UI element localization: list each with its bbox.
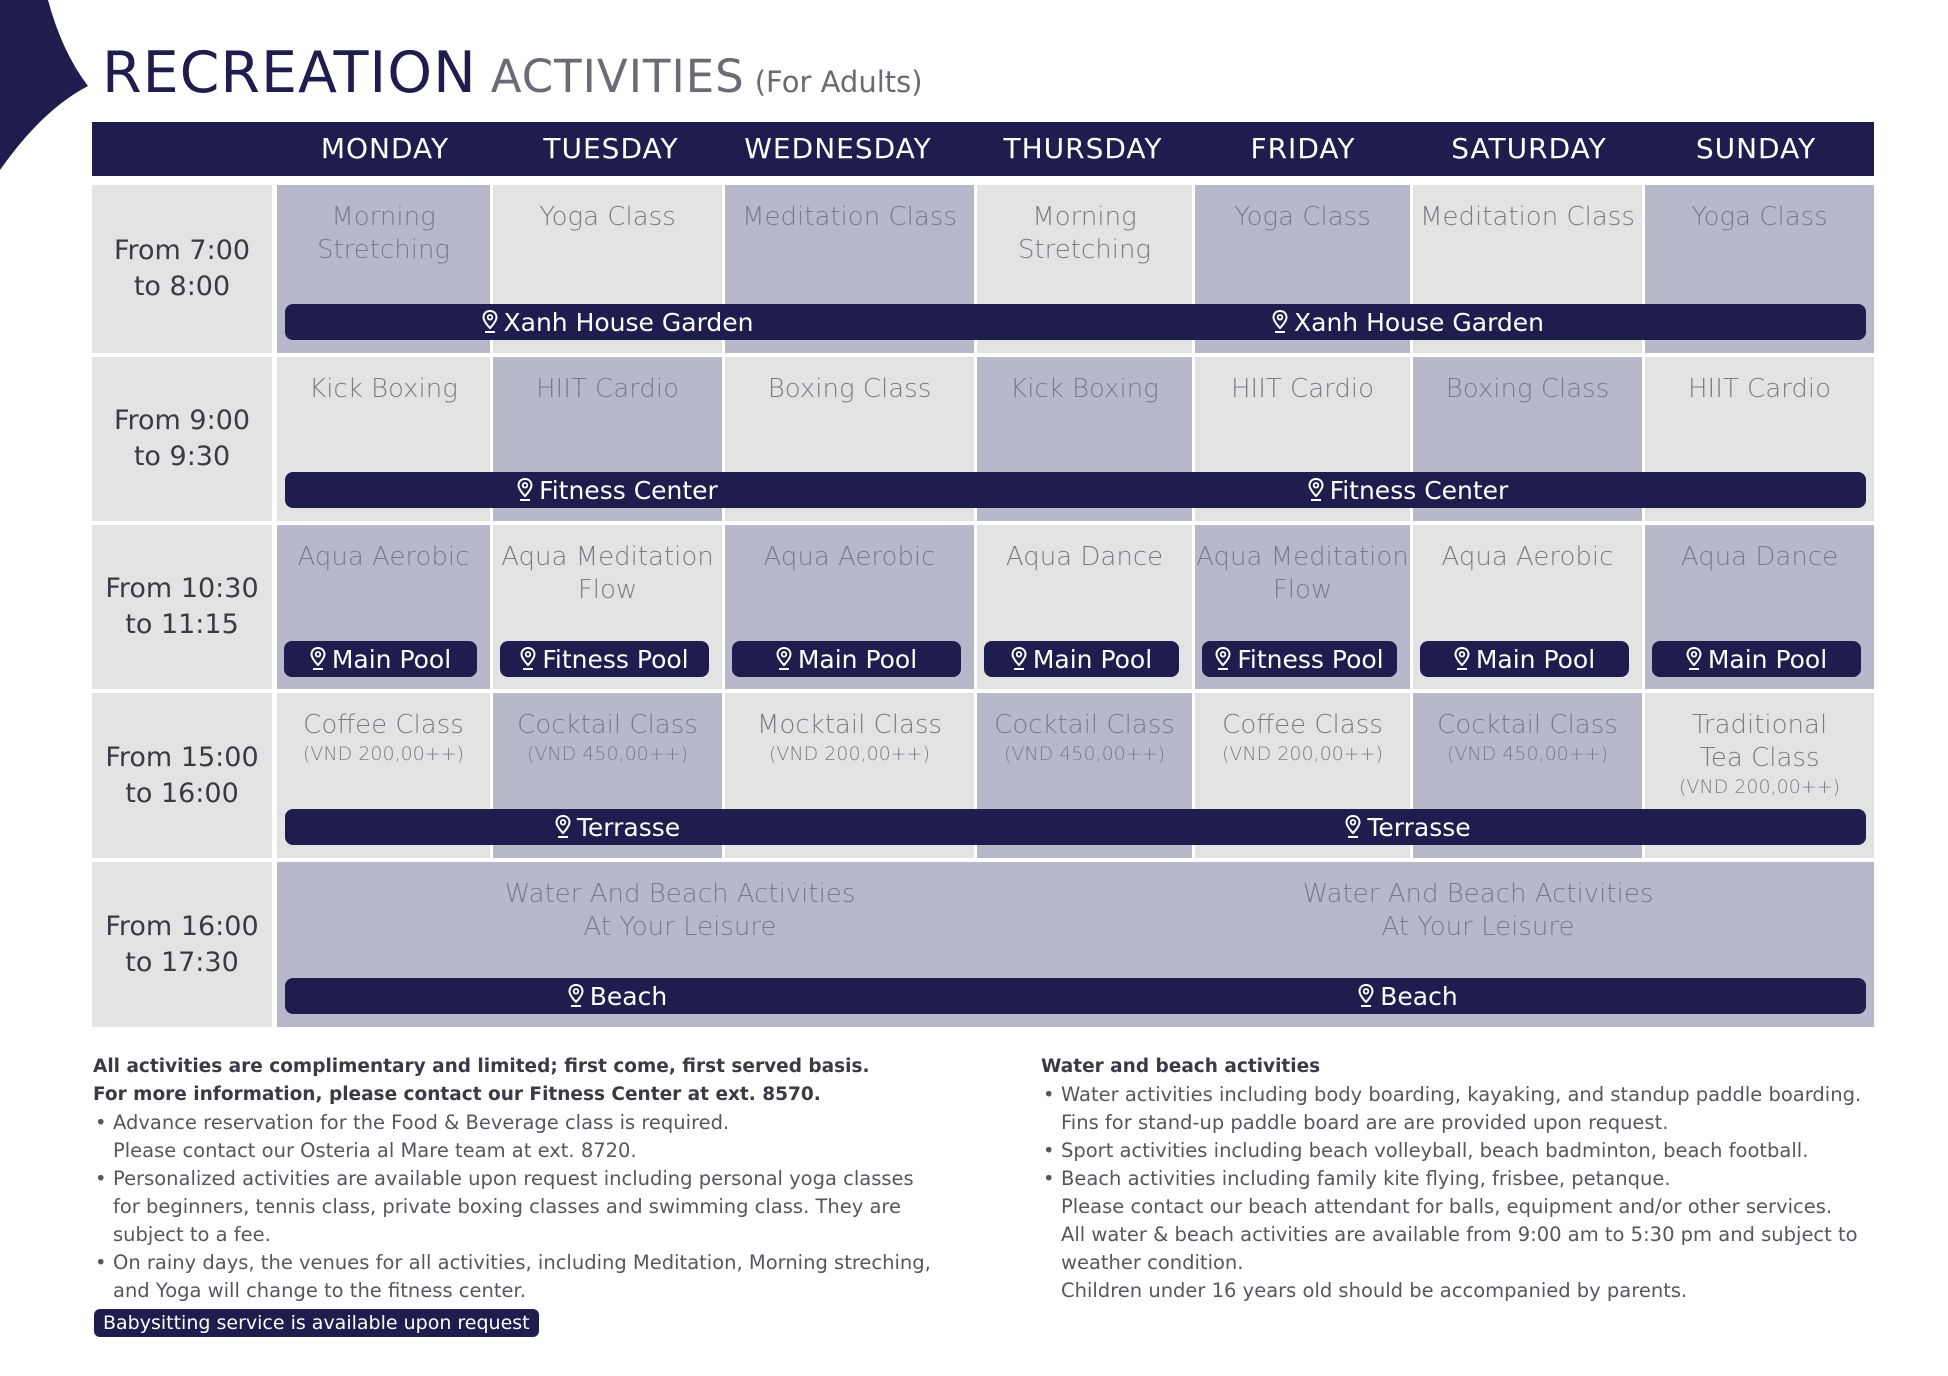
- notes-item-line: subject to a fee.: [113, 1223, 271, 1246]
- activity-name: Meditation Class: [1420, 202, 1635, 232]
- activity-name: Yoga Class: [539, 202, 676, 232]
- location-pin-icon: [517, 478, 533, 502]
- location-pin-icon: [310, 647, 326, 671]
- activity-line: At Your Leisure: [1381, 912, 1575, 942]
- activity-name: Tea Class: [1699, 743, 1820, 773]
- venue-label: Main Pool: [797, 644, 918, 674]
- venue-label: Beach: [589, 981, 668, 1011]
- time-label: From 16:00: [105, 910, 259, 942]
- title-main: RECREATION: [102, 40, 477, 106]
- location-pin-icon: [520, 647, 536, 671]
- location-pin-icon: [1272, 310, 1288, 334]
- venue-segment: [950, 809, 1866, 845]
- time-cell: [92, 693, 272, 858]
- activity-name: Meditation Class: [742, 202, 957, 232]
- venue-label: Xanh House Garden: [1294, 307, 1544, 337]
- notes-item-line: weather condition.: [1061, 1251, 1244, 1274]
- venue-bar: [285, 978, 1866, 1014]
- notes-item-line: • Beach activities including family kite flying, frisbee, petanque.: [1041, 1165, 1891, 1193]
- venue-segment: [285, 809, 950, 845]
- activity-price: (VND 200,00++): [302, 743, 465, 765]
- activity-line: Water And Beach Activities: [1302, 879, 1654, 909]
- activity-name: Stretching: [1017, 235, 1152, 265]
- notes-item-line: • Personalized activities are available upon request including personal yoga classes: [93, 1165, 993, 1193]
- activity-name: Traditional: [1691, 710, 1828, 740]
- venue-label: Main Pool: [1032, 644, 1153, 674]
- activity-name: Coffee Class: [303, 710, 464, 740]
- venue-segment: [285, 978, 950, 1014]
- day-header-sunday: SUNDAY: [1695, 132, 1817, 165]
- notes-item-line: Fins for stand-up paddle board are are provided upon request.: [1061, 1111, 1669, 1134]
- merged-activity: [277, 862, 1083, 944]
- activity-name: Coffee Class: [1222, 710, 1383, 740]
- activity-name: Morning: [1032, 202, 1137, 232]
- venue-label: Main Pool: [331, 644, 452, 674]
- notes-item-line: and Yoga will change to the fitness center.: [113, 1279, 526, 1302]
- location-pin-icon: [568, 984, 584, 1008]
- activity-price: (VND 200,00++): [768, 743, 931, 765]
- venue-segment: [950, 472, 1866, 508]
- activity-name: Aqua Aerobic: [763, 542, 936, 572]
- notes-item-line: • On rainy days, the venues for all activities, including Meditation, Morning streching,: [93, 1249, 993, 1277]
- title-sub: ACTIVITIES: [490, 50, 745, 103]
- day-header-friday: FRIDAY: [1250, 132, 1356, 165]
- activity-name: Cocktail Class: [994, 710, 1175, 740]
- time-label: to 8:00: [133, 271, 231, 302]
- activity-name: Aqua Meditation: [501, 542, 714, 572]
- activity-name: HIIT Cardio: [1688, 374, 1831, 404]
- location-pin-icon: [1358, 984, 1374, 1008]
- activity-name: HIIT Cardio: [1231, 374, 1374, 404]
- activity-name: Flow: [1272, 575, 1333, 605]
- venue-label: Main Pool: [1475, 644, 1596, 674]
- venue-pill: [1202, 641, 1397, 677]
- activity-name: Boxing Class: [1445, 374, 1610, 404]
- activity-name: HIIT Cardio: [536, 374, 679, 404]
- venue-label: Main Pool: [1707, 644, 1828, 674]
- notes-item-line: Children under 16 years old should be accompanied by parents.: [1061, 1279, 1688, 1302]
- notes-item-line: All water & beach activities are available from 9:00 am to 5:30 pm and subject to: [1061, 1223, 1858, 1246]
- activity-name: Kick Boxing: [1010, 374, 1159, 404]
- location-pin-icon: [1215, 647, 1231, 671]
- day-header-tuesday: TUESDAY: [543, 132, 679, 165]
- venue-pill: [284, 641, 477, 677]
- time-cell: [92, 185, 272, 353]
- activity-price: (VND 200,00++): [1678, 776, 1841, 798]
- notes-heading: Water and beach activities: [1041, 1056, 1321, 1077]
- time-label: From 15:00: [105, 741, 259, 773]
- activity-name: Morning: [331, 202, 436, 232]
- location-pin-icon: [555, 815, 571, 839]
- merged-activity: [1083, 862, 1873, 944]
- venue-segment: [285, 304, 950, 340]
- time-label: From 9:00: [113, 405, 251, 436]
- corner-decoration: [0, 0, 90, 170]
- notes-item-line: for beginners, tennis class, private boxing classes and swimming class. They are: [113, 1195, 902, 1218]
- location-pin-icon: [776, 647, 792, 671]
- day-header-monday: MONDAY: [320, 132, 450, 165]
- notes-item-line: Please contact our beach attendant for balls, equipment and/or other services.: [1061, 1195, 1833, 1218]
- day-header-wednesday: WEDNESDAY: [744, 132, 932, 165]
- notes-left: [93, 1053, 993, 1305]
- activity-name: Aqua Aerobic: [1441, 542, 1614, 572]
- location-pin-icon: [1308, 478, 1324, 502]
- venue-label: Beach: [1380, 981, 1458, 1011]
- venue-bar: [285, 304, 1866, 340]
- venue-label: Fitness Center: [539, 475, 718, 505]
- location-pin-icon: [1454, 647, 1470, 671]
- activity-name: Mocktail Class: [757, 710, 942, 740]
- activity-name: Aqua Aerobic: [297, 542, 470, 572]
- activity-name: Stretching: [316, 235, 451, 265]
- time-cell: [92, 862, 272, 1027]
- time-label: to 16:00: [125, 777, 239, 809]
- activity-name: Aqua Dance: [1680, 542, 1839, 572]
- time-label: to 11:15: [125, 609, 239, 640]
- venue-bar: [285, 809, 1866, 845]
- activity-name: Kick Boxing: [309, 374, 458, 404]
- activity-name: Aqua Meditation: [1196, 542, 1409, 572]
- activity-name: Yoga Class: [1691, 202, 1828, 232]
- venue-label: Terrasse: [576, 812, 681, 842]
- venue-segment: [950, 304, 1866, 340]
- venue-label: Fitness Pool: [542, 644, 689, 674]
- activity-name: Cocktail Class: [1437, 710, 1618, 740]
- activity-name: Boxing Class: [767, 374, 932, 404]
- location-pin-icon: [1011, 647, 1027, 671]
- activity-name: Yoga Class: [1234, 202, 1371, 232]
- location-pin-icon: [482, 310, 498, 334]
- babysitting-badge: Babysitting service is available upon request: [94, 1309, 539, 1337]
- notes-item-line: • Water activities including body boarding, kayaking, and standup paddle boarding.: [1041, 1081, 1891, 1109]
- notes-bold-line: For more information, please contact our Fitness Center at ext. 8570.: [93, 1084, 821, 1105]
- venue-segment: [950, 978, 1866, 1014]
- activity-name: Cocktail Class: [517, 710, 698, 740]
- venue-pill: [500, 641, 709, 677]
- activity-price: (VND 450,00++): [1003, 743, 1166, 765]
- venue-label: Terrasse: [1367, 812, 1471, 842]
- time-label: From 7:00: [113, 235, 251, 266]
- day-header-bar: [92, 122, 1874, 176]
- time-cell: [92, 357, 272, 521]
- venue-pill: [1420, 641, 1629, 677]
- location-pin-icon: [1686, 647, 1702, 671]
- notes-item-line: • Advance reservation for the Food & Beverage class is required.: [93, 1109, 993, 1137]
- title-note: (For Adults): [754, 65, 923, 99]
- activity-name: Flow: [577, 575, 638, 605]
- notes-item-line: Please contact our Osteria al Mare team at ext. 8720.: [113, 1139, 637, 1162]
- activity-line: At Your Leisure: [583, 912, 777, 942]
- activity-name: Aqua Dance: [1005, 542, 1164, 572]
- location-pin-icon: [1345, 815, 1361, 839]
- venue-bar: [285, 472, 1866, 508]
- venue-pill: [732, 641, 961, 677]
- activity-line: Water And Beach Activities: [504, 879, 856, 909]
- activity-price: (VND 450,00++): [526, 743, 689, 765]
- day-header-thursday: THURSDAY: [1003, 132, 1163, 165]
- venue-segment: [285, 472, 950, 508]
- activity-price: (VND 200,00++): [1221, 743, 1384, 765]
- venue-label: Fitness Center: [1329, 475, 1509, 505]
- venue-label: Xanh House Garden: [503, 307, 754, 337]
- activity-price: (VND 450,00++): [1446, 743, 1609, 765]
- time-label: to 9:30: [133, 441, 231, 472]
- venue-label: Fitness Pool: [1237, 644, 1384, 674]
- time-label: From 10:30: [105, 573, 259, 604]
- notes-right: [1041, 1053, 1891, 1305]
- notes-item-line: • Sport activities including beach volleyball, beach badminton, beach football.: [1041, 1137, 1891, 1165]
- venue-pill: [984, 641, 1179, 677]
- page-title: [102, 40, 923, 106]
- time-cell: [92, 525, 272, 689]
- day-header-saturday: SATURDAY: [1451, 132, 1607, 165]
- venue-pill: [1652, 641, 1861, 677]
- notes-bold-line: All activities are complimentary and limited; first come, first served basis.: [93, 1056, 870, 1077]
- time-label: to 17:30: [125, 946, 239, 978]
